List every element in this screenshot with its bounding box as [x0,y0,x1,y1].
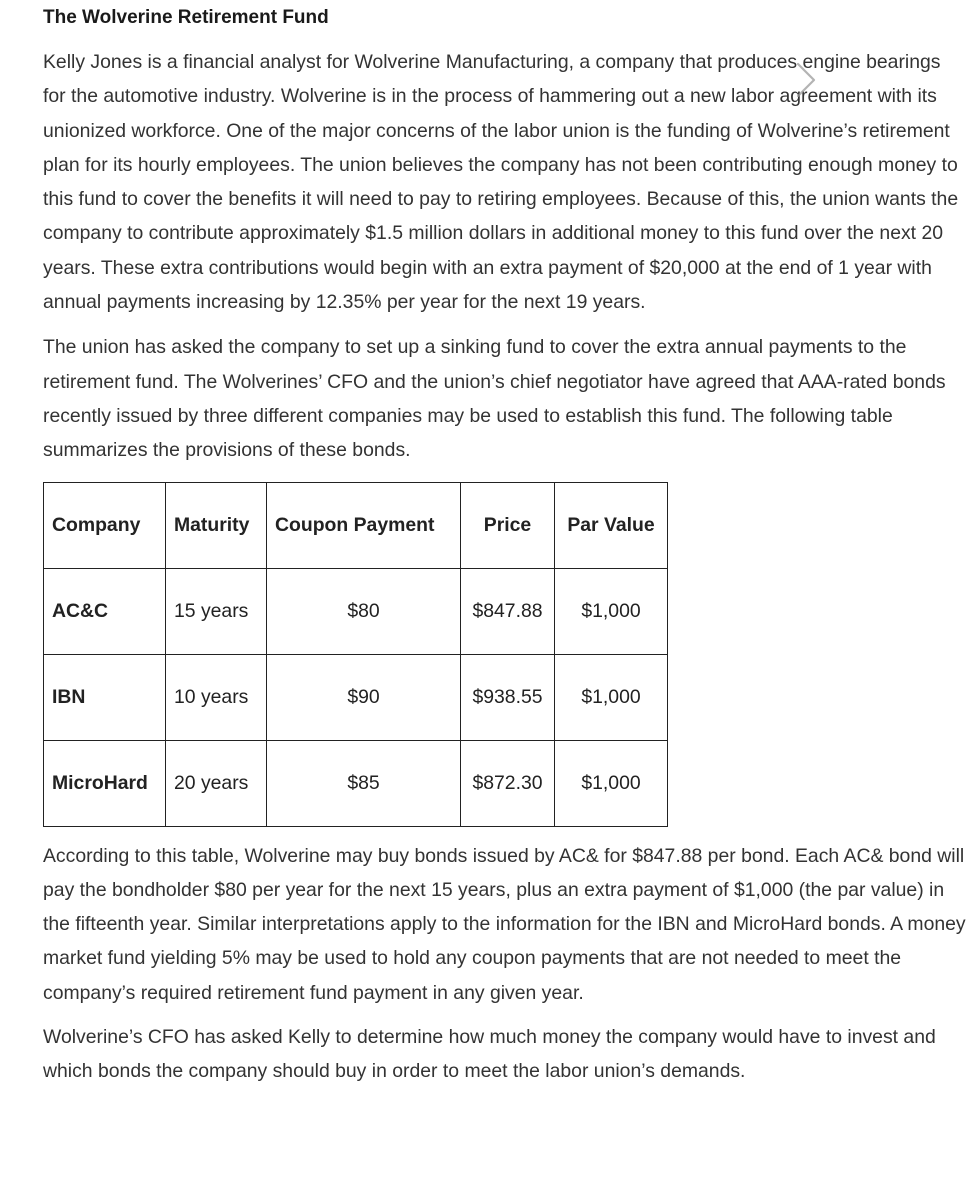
column-header-coupon: Coupon Payment [267,482,461,568]
bonds-table [43,482,668,827]
maturity-cell: 20 years [166,740,267,826]
company-cell: IBN [44,654,166,740]
company-cell: MicroHard [44,740,166,826]
intro-paragraph: Kelly Jones is a financial analyst for Wolverine Manufacturing, a company that produces engine bearings for the automotive industry. Wolverine is in the process of hammering out a new labor agreement with its unionized workforce. One of the major concerns of the labor union is the funding of Wolverine’s retirement plan for its hourly employees. The union believes the company has not been contributing enough money to this fund to cover the benefits it will need to pay to retiring employees. Because of this, the union wants the company to contribute approximately $1.5 million dollars in additional money to this fund over the next 20 years. These extra contributions would begin with an extra payment of $20,000 at the end of 1 year with annual payments increasing by 12.35% per year for the next 19 years. [43,51,959,314]
maturity-cell: 15 years [166,568,267,654]
interpretation-paragraph: According to this table, Wolverine may buy bonds issued by AC& for $847.88 per bond. Each AC& bond will pay the bondholder $80 per year for the next 15 years, plus an extra payment of $1,000 (the par value) in the fifteenth year. Similar interpretations apply to the information for the IBN and MicroHard bonds. A money market fund yielding 5% may be used to hold any coupon payments that are not needed to meet the company’s required retirement fund payment in any given year. [43,844,966,1004]
page-title: The Wolverine Retirement Fund [43,7,329,28]
document-content [43,4,968,1089]
price-cell: $847.88 [461,568,555,654]
table-row [44,740,668,826]
column-header-par-value: Par Value [555,482,668,568]
company-cell: AC&C [44,568,166,654]
coupon-cell: $85 [267,740,461,826]
column-header-company: Company [44,482,166,568]
price-cell: $938.55 [461,654,555,740]
par-value-cell: $1,000 [555,568,668,654]
column-header-price: Price [461,482,555,568]
coupon-cell: $90 [267,654,461,740]
coupon-cell: $80 [267,568,461,654]
sinking-fund-paragraph: The union has asked the company to set up a sinking fund to cover the extra annual payments to the retirement fund. The Wolverines’ CFO and the union’s chief negotiator have agreed that AAA-rated bonds recently issued by three different companies may be used to establish this fund. The following table summarizes the provisions of these bonds. [43,336,946,462]
table-row [44,568,668,654]
maturity-cell: 10 years [166,654,267,740]
task-paragraph: Wolverine’s CFO has asked Kelly to determine how much money the company would have to invest and which bonds the company should buy in order to meet the labor union’s demands. [43,1026,936,1083]
price-cell: $872.30 [461,740,555,826]
table-header-row [44,482,668,568]
chevron-right-icon[interactable] [790,58,820,102]
column-header-maturity: Maturity [166,482,267,568]
table-row [44,654,668,740]
par-value-cell: $1,000 [555,654,668,740]
par-value-cell: $1,000 [555,740,668,826]
